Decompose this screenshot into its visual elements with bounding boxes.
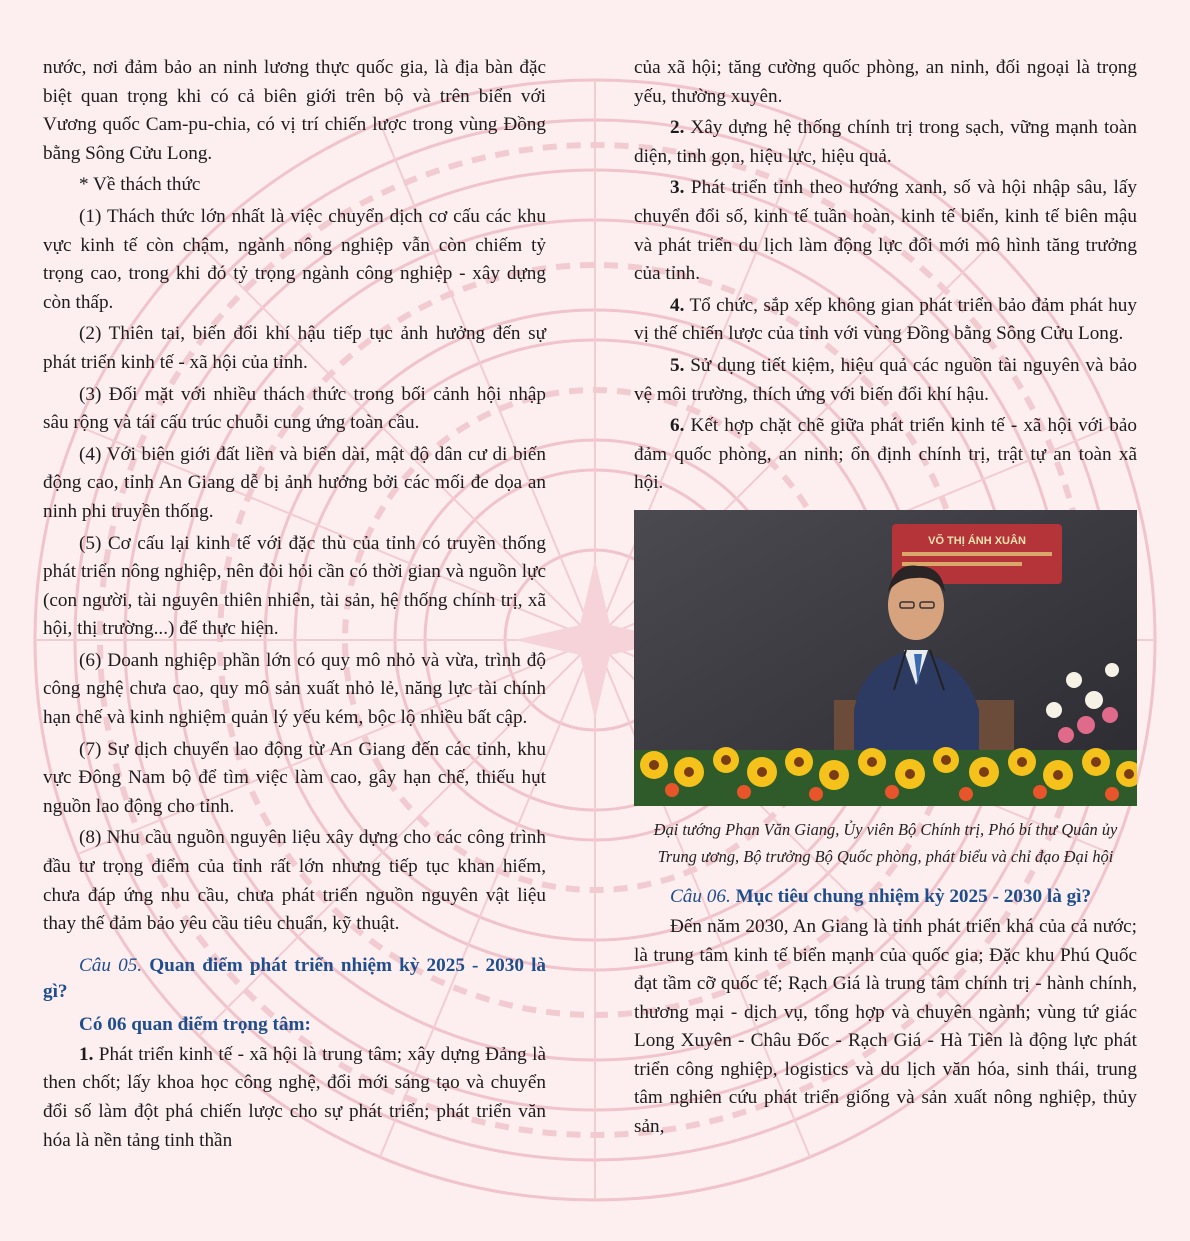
viewpoint-4-text: Tổ chức, sắp xếp không gian phát triển bảo đảm phát huy vị thế chiến lược của tỉnh với vùng Đồng bằng Sông Cửu Long. (634, 294, 1137, 345)
challenge-2: (2) Thiên tai, biến đổi khí hậu tiếp tục ảnh hưởng đến sự phát triển kinh tế - xã hội của tỉnh. (43, 323, 546, 373)
right-column (634, 54, 1137, 1142)
viewpoint-3 (634, 174, 1137, 288)
left-column (43, 54, 546, 1155)
challenge-6: (6) Doanh nghiệp phần lớn có quy mô nhỏ và vừa, trình độ công nghệ chưa cao, quy mô sản xuất nhỏ lẻ, năng lực tài chính hạn chế và kinh nghiệm quản lý yếu kém, bộc lộ nhiều bất cập. (43, 649, 546, 729)
viewpoint-1-number: 1. (79, 1043, 94, 1065)
challenge-3: (3) Đối mặt với nhiều thách thức trong bối cảnh hội nhập sâu rộng và tái cấu trúc chuỗi cung ứng toàn cầu. (43, 383, 546, 434)
question-05-subheading: Có 06 quan điểm trọng tâm: (79, 1013, 311, 1035)
viewpoint-5-number: 5. (670, 354, 685, 376)
question-06-answer: Đến năm 2030, An Giang là tỉnh phát triển khá của cả nước; là trung tâm kinh tế biển mạnh của quốc gia; Đặc khu Phú Quốc đạt tầm cỡ quốc tế; Rạch Giá là trung tâm chính trị - hành chính, thương mại - dịch vụ, tổng hợp và chuyên ngành; vùng tứ giác Long Xuyên - Châu Đốc - Rạch Giá - Hà Tiên là động lực phát triển công nghiệp, logistics và du lịch văn hóa, sinh thái, trung tâm nghiên cứu phát triển giống và sản xuất nông nghiệp, thủy sản, (634, 915, 1137, 1138)
challenge-1: (1) Thách thức lớn nhất là việc chuyển dịch cơ cấu các khu vực kinh tế còn chậm, ngành nông nghiệp vẫn còn chiếm tỷ trọng cao, trong khi đó tỷ trọng ngành công nghiệp - xây dựng còn thấp. (43, 205, 546, 313)
viewpoint-6 (634, 412, 1137, 498)
viewpoint-5 (634, 352, 1137, 409)
question-05-number: Câu 05. (79, 954, 143, 976)
question-05-text: Quan điểm phát triển nhiệm kỳ 2025 - 2030 là gì? (43, 954, 546, 1002)
viewpoint-2 (634, 114, 1137, 171)
question-06-number: Câu 06. (670, 885, 731, 907)
question-06-text: Mục tiêu chung nhiệm kỳ 2025 - 2030 là gì? (730, 885, 1092, 907)
challenge-5: (5) Cơ cấu lại kinh tế với đặc thù của tỉnh có truyền thống phát triển nông nghiệp, nên đòi hỏi cần có thời gian và nguồn lực (con người, tài nguyên thiên nhiên, tài sản, hệ thống chính trị, xã hội, thị trường...) để thực hiện. (43, 532, 546, 640)
speaker-photo-illustration (634, 510, 1137, 806)
speaker-photo (634, 510, 1137, 806)
challenge-7: (7) Sự dịch chuyển lao động từ An Giang đến các tỉnh, khu vực Đông Nam bộ để tìm việc làm cao, gây hạn chế, thiếu hụt nguồn lao động cho tỉnh. (43, 738, 546, 817)
viewpoint-1 (43, 1041, 546, 1155)
viewpoint-3-number: 3. (670, 177, 685, 199)
challenge-4: (4) Với biên giới đất liền và biển dài, mật độ dân cư di biến động cao, tỉnh An Giang dễ bị ảnh hưởng bởi các mối đe dọa an ninh phi truyền thống. (43, 443, 546, 522)
intro-paragraph: nước, nơi đảm bảo an ninh lương thực quốc gia, là địa bàn đặc biệt quan trọng khi có cả biên giới trên bộ và trên biển với Vương quốc Cam-pu-chia, có vị trí chiến lược trong vùng Đồng bằng Sông Cửu Long. (43, 57, 546, 164)
viewpoint-5-text: Sử dụng tiết kiệm, hiệu quả các nguồn tài nguyên và bảo vệ môi trường, thích ứng với biến đổi khí hậu. (634, 354, 1137, 405)
viewpoint-1-text: Phát triển kinh tế - xã hội là trung tâm; xây dựng Đảng là then chốt; lấy khoa học công nghệ, đổi mới sáng tạo và chuyển đổi số làm đột phá chiến lược cho sự phát triển; phát triển văn hóa là nền tảng tinh thần (43, 1043, 546, 1151)
nameplate-text: VÕ THỊ ÁNH XUÂN (928, 534, 1026, 547)
viewpoint-2-text: Xây dựng hệ thống chính trị trong sạch, vững mạnh toàn diện, tinh gọn, hiệu lực, hiệu quả. (634, 117, 1137, 167)
photo-caption: Đại tướng Phan Văn Giang, Ủy viên Bộ Chính trị, Phó bí thư Quân ủy Trung ương, Bộ trưởng Bộ Quốc phòng, phát biểu và chỉ đạo Đại hội (653, 819, 1118, 866)
viewpoint-6-number: 6. (670, 415, 685, 437)
viewpoint-4-number: 4. (670, 294, 685, 316)
viewpoint-2-number: 2. (670, 117, 685, 139)
viewpoint-4 (634, 292, 1137, 349)
challenge-8: (8) Nhu cầu nguồn nguyên liệu xây dựng cho các công trình đầu tư trọng điểm của tỉnh rất lớn nhưng tiếp tục khan hiếm, chưa đáp ứng nhu cầu, chưa phát triển nguồn nguyên vật liệu thay thế đảm bảo yêu cầu tiêu chuẩn, kỹ thuật. (43, 827, 546, 935)
viewpoint-6-text: Kết hợp chặt chẽ giữa phát triển kinh tế - xã hội với bảo đảm quốc phòng, an ninh; ổn định chính trị, trật tự an toàn xã hội. (634, 415, 1137, 494)
challenges-heading: * Về thách thức (79, 174, 201, 196)
viewpoint-3-text: Phát triển tỉnh theo hướng xanh, số và hội nhập sâu, lấy chuyển đổi số, kinh tế tuần hoàn, kinh tế biển, kinh tế biên mậu và phát triển du lịch làm động lực đổi mới mô hình tăng trưởng của tỉnh. (634, 177, 1137, 285)
viewpoint-1-continued: của xã hội; tăng cường quốc phòng, an ninh, đối ngoại là trọng yếu, thường xuyên. (634, 57, 1137, 107)
question-06-title (634, 884, 1137, 910)
question-05-title (43, 953, 546, 1005)
